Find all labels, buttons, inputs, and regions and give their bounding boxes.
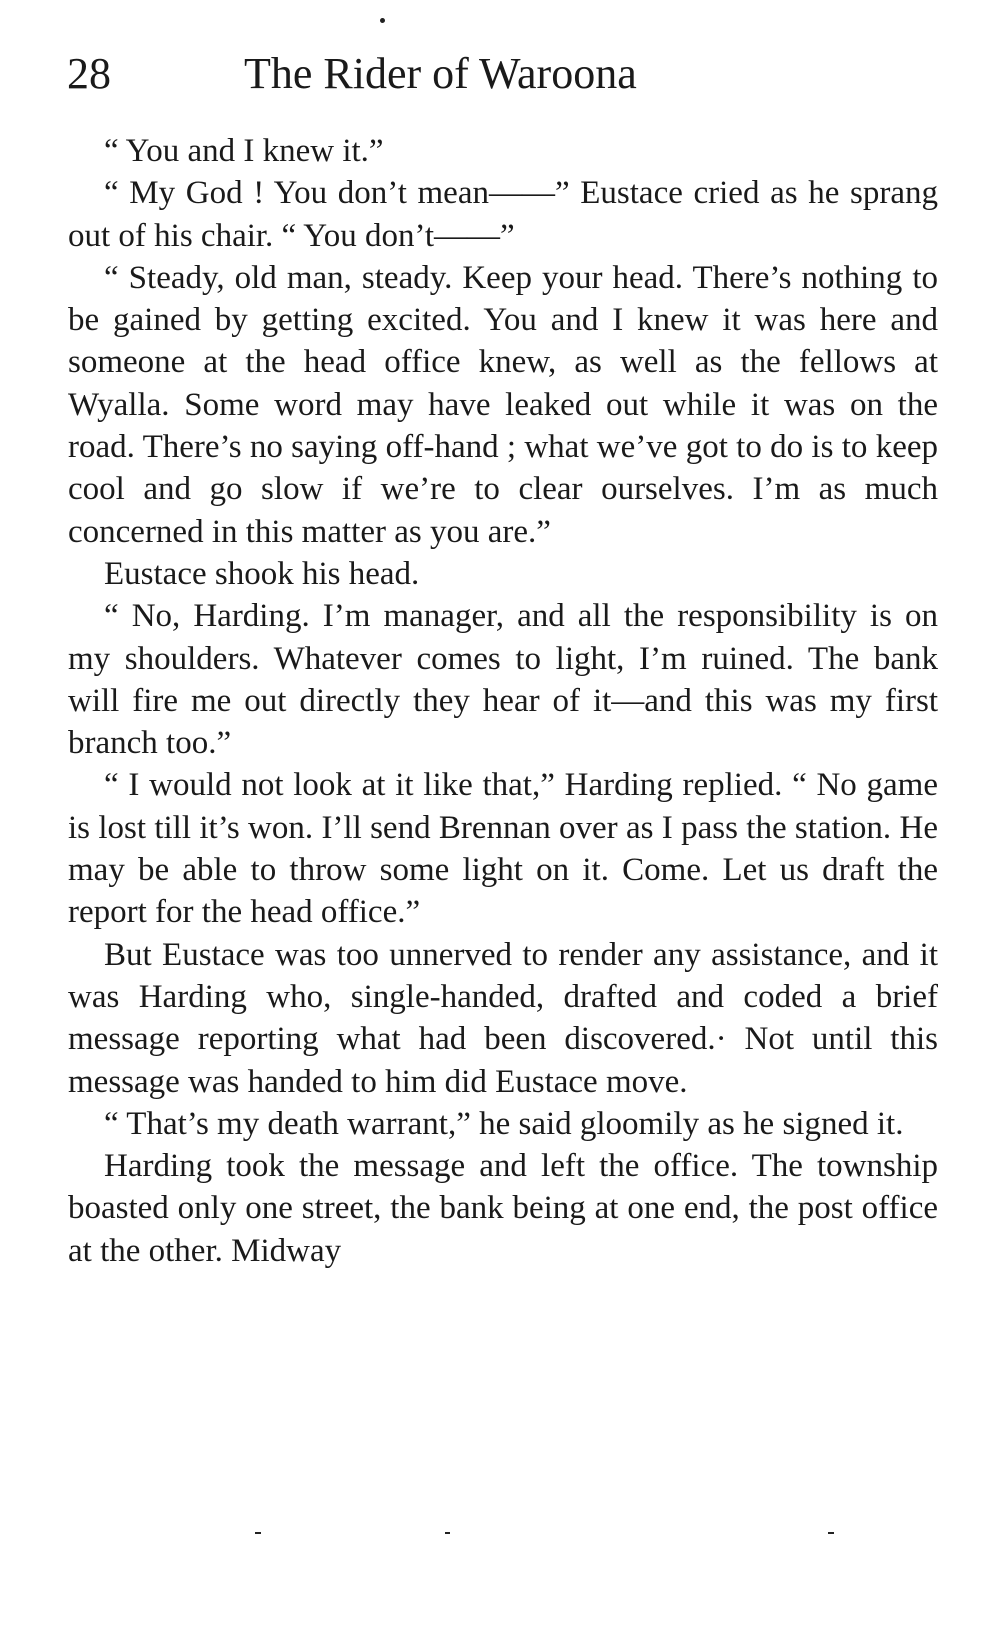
paragraph: “ My God ! You don’t mean——” Eustace cried as he sprang out of his chair. “ You don’t——” (68, 175, 938, 254)
page-header (67, 44, 937, 114)
running-title: The Rider of Waroona (244, 49, 637, 98)
paragraph: “ No, Harding. I’m manager, and all the responsibility is on my shoulders. Whatever comes to light, I’m ruined. The bank will fire me out directly they hear of it—and this was my first branch too.” (68, 598, 938, 762)
cut-off-line-fragment (445, 1532, 450, 1534)
paragraph: But Eustace was too unnerved to render any assistance, and it was Harding who, single-handed, drafted and coded a brief message reporting what had been discovered.· Not until this message was handed to him did Eustace move. (68, 936, 938, 1100)
cut-off-line-fragment (255, 1532, 261, 1534)
paragraph: “ I would not look at it like that,” Harding replied. “ No game is lost till it’s won. I’ll send Brennan over as I pass the station. He may be able to throw some light on it. Come. Let us draft the report for the head office.” (68, 767, 938, 931)
ink-speck (380, 18, 385, 23)
page-number: 28 (67, 49, 111, 98)
paragraph: “ That’s my death warrant,” he said gloomily as he signed it. (104, 1105, 904, 1142)
cut-off-line-fragment (828, 1532, 834, 1534)
body-text (68, 130, 938, 1272)
paragraph: Harding took the message and left the office. The township boasted only one street, the bank being at one end, the post office at the other. Midway (68, 1148, 938, 1269)
paragraph: “ You and I knew it.” (104, 133, 384, 169)
paragraph: Eustace shook his head. (104, 555, 420, 592)
paragraph: “ Steady, old man, steady. Keep your head. There’s nothing to be gained by getting excited. You and I knew it was here and someone at the head office knew, as well as the fellows at Wyalla. Some word may have leaked out while it was on the road. There’s no saying off-hand ; what we’ve got to do is to keep cool and go slow if we’re to clear ourselves. I’m as much concerned in this matter as you are.” (68, 259, 938, 550)
